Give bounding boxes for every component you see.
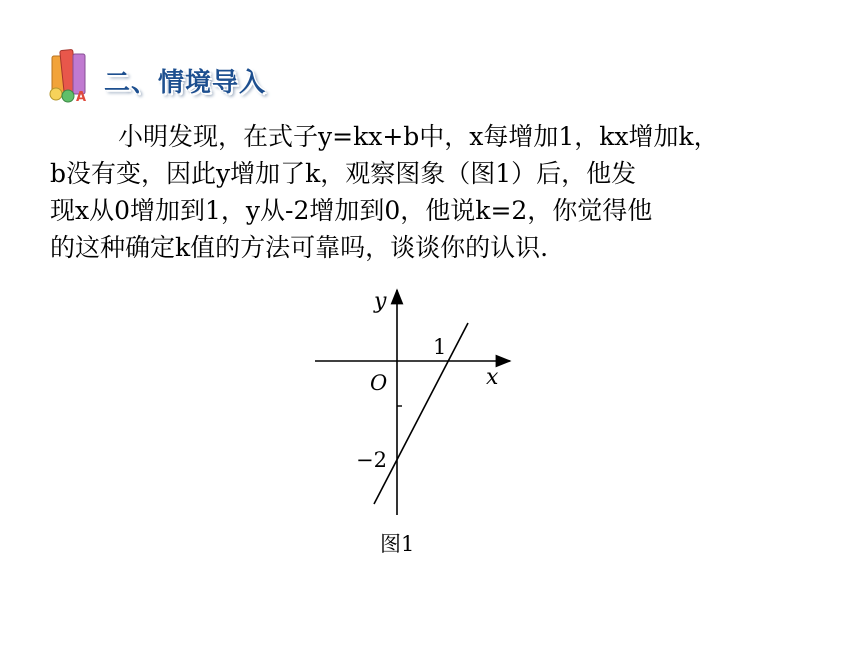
section-heading (46, 44, 366, 104)
problem-paragraph (50, 118, 820, 266)
paragraph-line: b没有变，因此y增加了k，观察图象（图1）后，他发 (50, 159, 637, 188)
svg-text:A: A (76, 90, 87, 104)
y-tick-label: −2 (356, 448, 387, 472)
paragraph-line: 的这种确定k值的方法可靠吗，谈谈你的认识. (50, 233, 549, 262)
graph-svg (300, 280, 540, 570)
books-icon (46, 44, 102, 104)
figure-caption: 图1 (380, 532, 415, 556)
y-axis-label: y (374, 289, 387, 314)
section-title: 二、情境导入 (104, 68, 267, 98)
x-axis-label: x (486, 365, 499, 390)
x-tick-label: 1 (433, 335, 447, 359)
graph-line (374, 323, 468, 504)
paragraph-line: 小明发现，在式子y=kx+b中，x每增加1，kx增加k， (118, 122, 719, 151)
paragraph-line: 现x从0增加到1，y从-2增加到0，他说k=2，你觉得他 (50, 196, 653, 225)
graph-figure (300, 280, 540, 570)
origin-label: O (370, 371, 388, 395)
